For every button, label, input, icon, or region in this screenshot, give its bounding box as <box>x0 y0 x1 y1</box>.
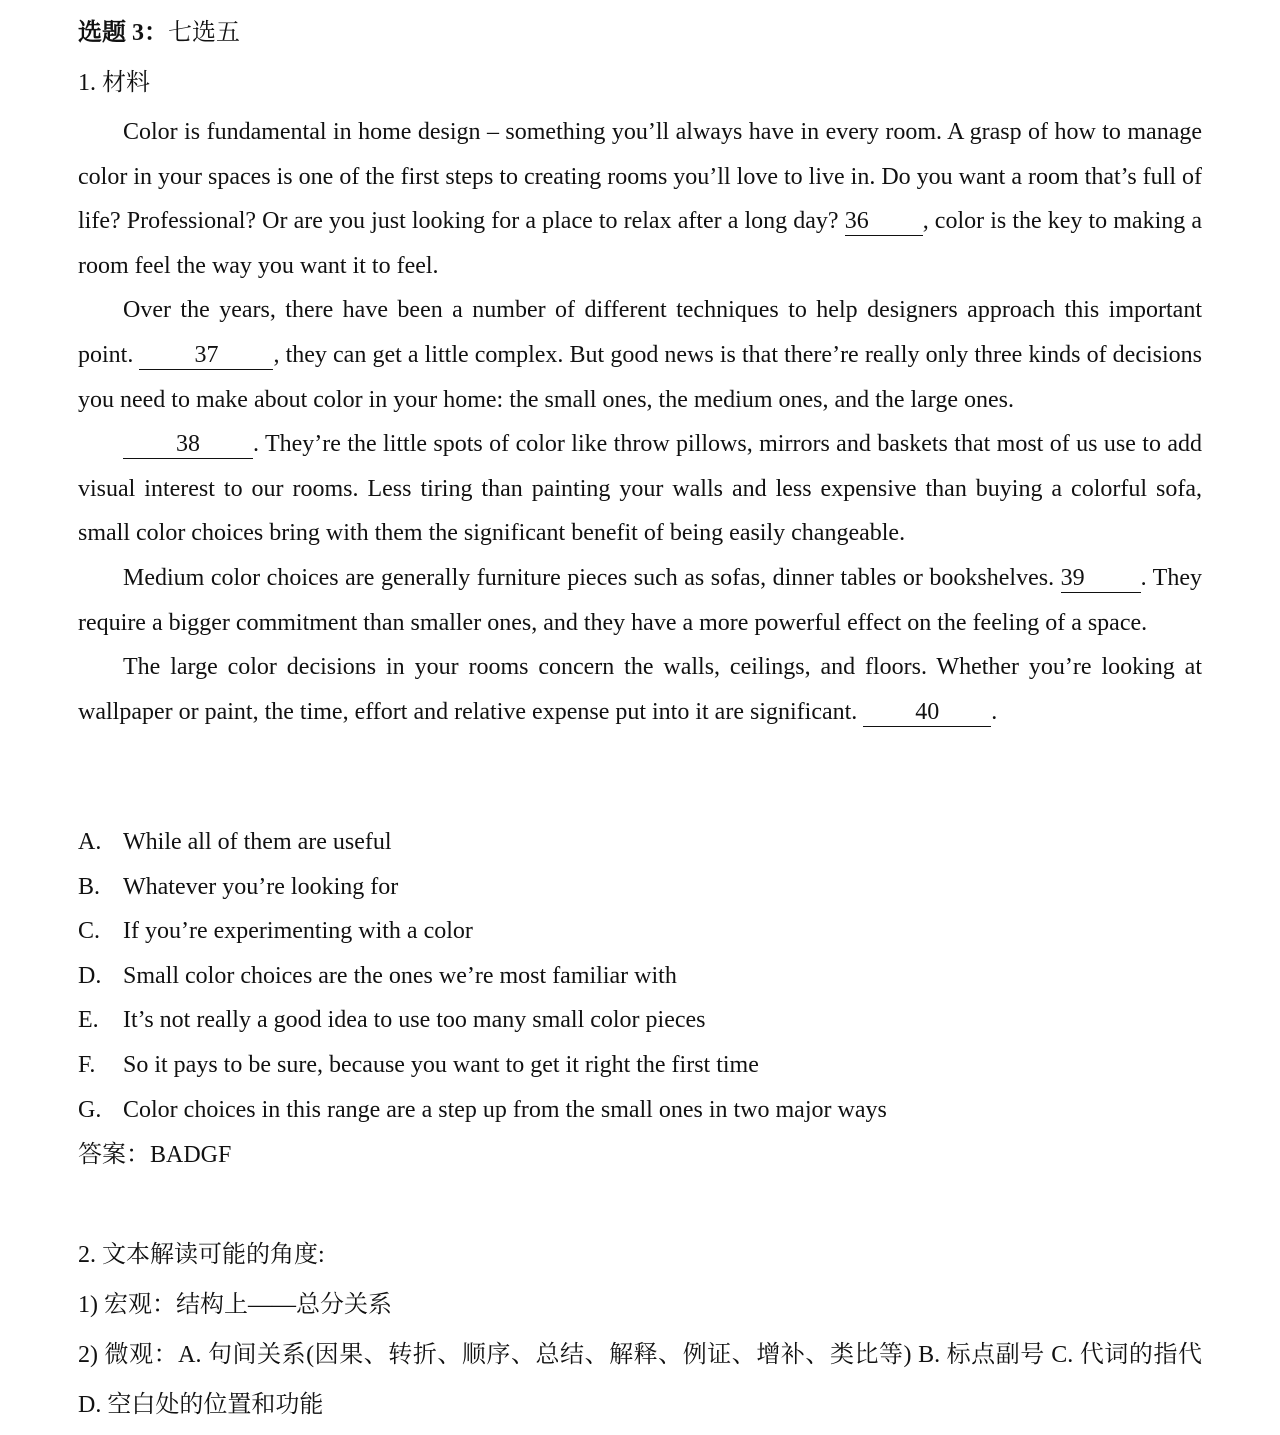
option-text: Whatever you’re looking for <box>123 873 399 900</box>
option-d <box>78 954 1202 999</box>
p3-text-b: . They’re the little spots of color like throw pillows, mirrors and baskets that most of us use to add visual interest to our rooms. Less tiring than painting your walls and less expensive than buying a colorful sofa, small color choices bring with them the significant benefit of being easily changeable. <box>78 431 1202 547</box>
p1-text-a: Color is fundamental in home design – something you’ll always have in every room. A grasp of how to manage color in your spaces is one of the first steps to creating rooms you’ll love to live in. Do you want a room that’s full of life? Professional? Or are you just looking for a place to relax after a long day? <box>78 119 1202 235</box>
passage-paragraph-4 <box>78 556 1202 645</box>
topic-title: 七选五 <box>168 20 240 46</box>
blank-36: 36 <box>845 207 923 236</box>
option-a <box>78 820 1202 865</box>
p5-text-b: . <box>991 698 998 725</box>
option-letter: G. <box>78 1096 102 1123</box>
option-letter: A. <box>78 829 102 855</box>
blank-40: 40 <box>863 698 991 727</box>
option-letter: E. <box>78 1007 99 1034</box>
p1-text-b: , color is the key to making a room feel the way you want it to feel. <box>78 208 1203 279</box>
option-letter: B. <box>78 873 101 900</box>
p2-text-a: Over the years, there have been a number of different techniques to help designers approach this important point. <box>78 297 1202 368</box>
option-f <box>78 1043 1202 1088</box>
option-letter: C. <box>78 918 101 945</box>
passage-paragraph-2 <box>78 288 1202 422</box>
answer-key: 答案：BADGF <box>78 1142 232 1168</box>
option-b <box>78 865 1202 910</box>
p4-text-a: Medium color choices are generally furniture pieces such as sofas, dinner tables or bookshelves. <box>123 564 1061 591</box>
section1-title: 1. 材料 <box>78 70 150 96</box>
passage-paragraph-1 <box>78 110 1202 288</box>
section2-item-1: 1) 宏观：结构上——总分关系 <box>78 1292 392 1318</box>
section2-item-2: 2) 微观：A. 句间关系(因果、转折、顺序、总结、解释、例证、增补、类比等) B. 标点副号 C. 代词的指代 D. 空白处的位置和功能 <box>78 1342 1202 1418</box>
section2-title: 2. 文本解读可能的角度: <box>78 1242 325 1268</box>
p5-text-a: The large color decisions in your rooms concern the walls, ceilings, and floors. Whether you’re looking at wallpaper or paint, the time, effort and relative expense put into it are significant. <box>78 654 1202 725</box>
option-c <box>78 909 1202 954</box>
option-letter: F. <box>78 1051 96 1078</box>
reading-passage <box>78 110 1202 734</box>
option-text: While all of them are useful <box>123 829 392 855</box>
option-text: It’s not really a good idea to use too many small color pieces <box>123 1007 706 1034</box>
option-e <box>78 998 1202 1043</box>
passage-paragraph-5 <box>78 645 1202 734</box>
option-letter: D. <box>78 962 102 989</box>
option-text: Small color choices are the ones we’re most familiar with <box>123 962 677 989</box>
p4-text-b: . They require a bigger commitment than smaller ones, and they have a more powerful effect on the feeling of a space. <box>78 564 1202 636</box>
answer-options <box>78 820 1202 1132</box>
option-text: Color choices in this range are a step up from the small ones in two major ways <box>123 1096 887 1123</box>
option-g <box>78 1088 1202 1133</box>
blank-39: 39 <box>1061 564 1141 593</box>
blank-37: 37 <box>139 341 273 370</box>
passage-paragraph-3 <box>78 422 1202 556</box>
topic-heading <box>78 14 240 52</box>
option-text: So it pays to be sure, because you want to get it right the first time <box>123 1051 759 1078</box>
p2-text-b: , they can get a little complex. But good news is that there’re really only three kinds of decisions you need to make about color in your home: the small ones, the medium ones, and the large ones. <box>78 341 1202 413</box>
option-text: If you’re experimenting with a color <box>123 918 473 945</box>
interpretation-section <box>78 1230 1202 1430</box>
blank-38: 38 <box>123 430 253 459</box>
topic-label: 选题 3： <box>78 20 168 46</box>
